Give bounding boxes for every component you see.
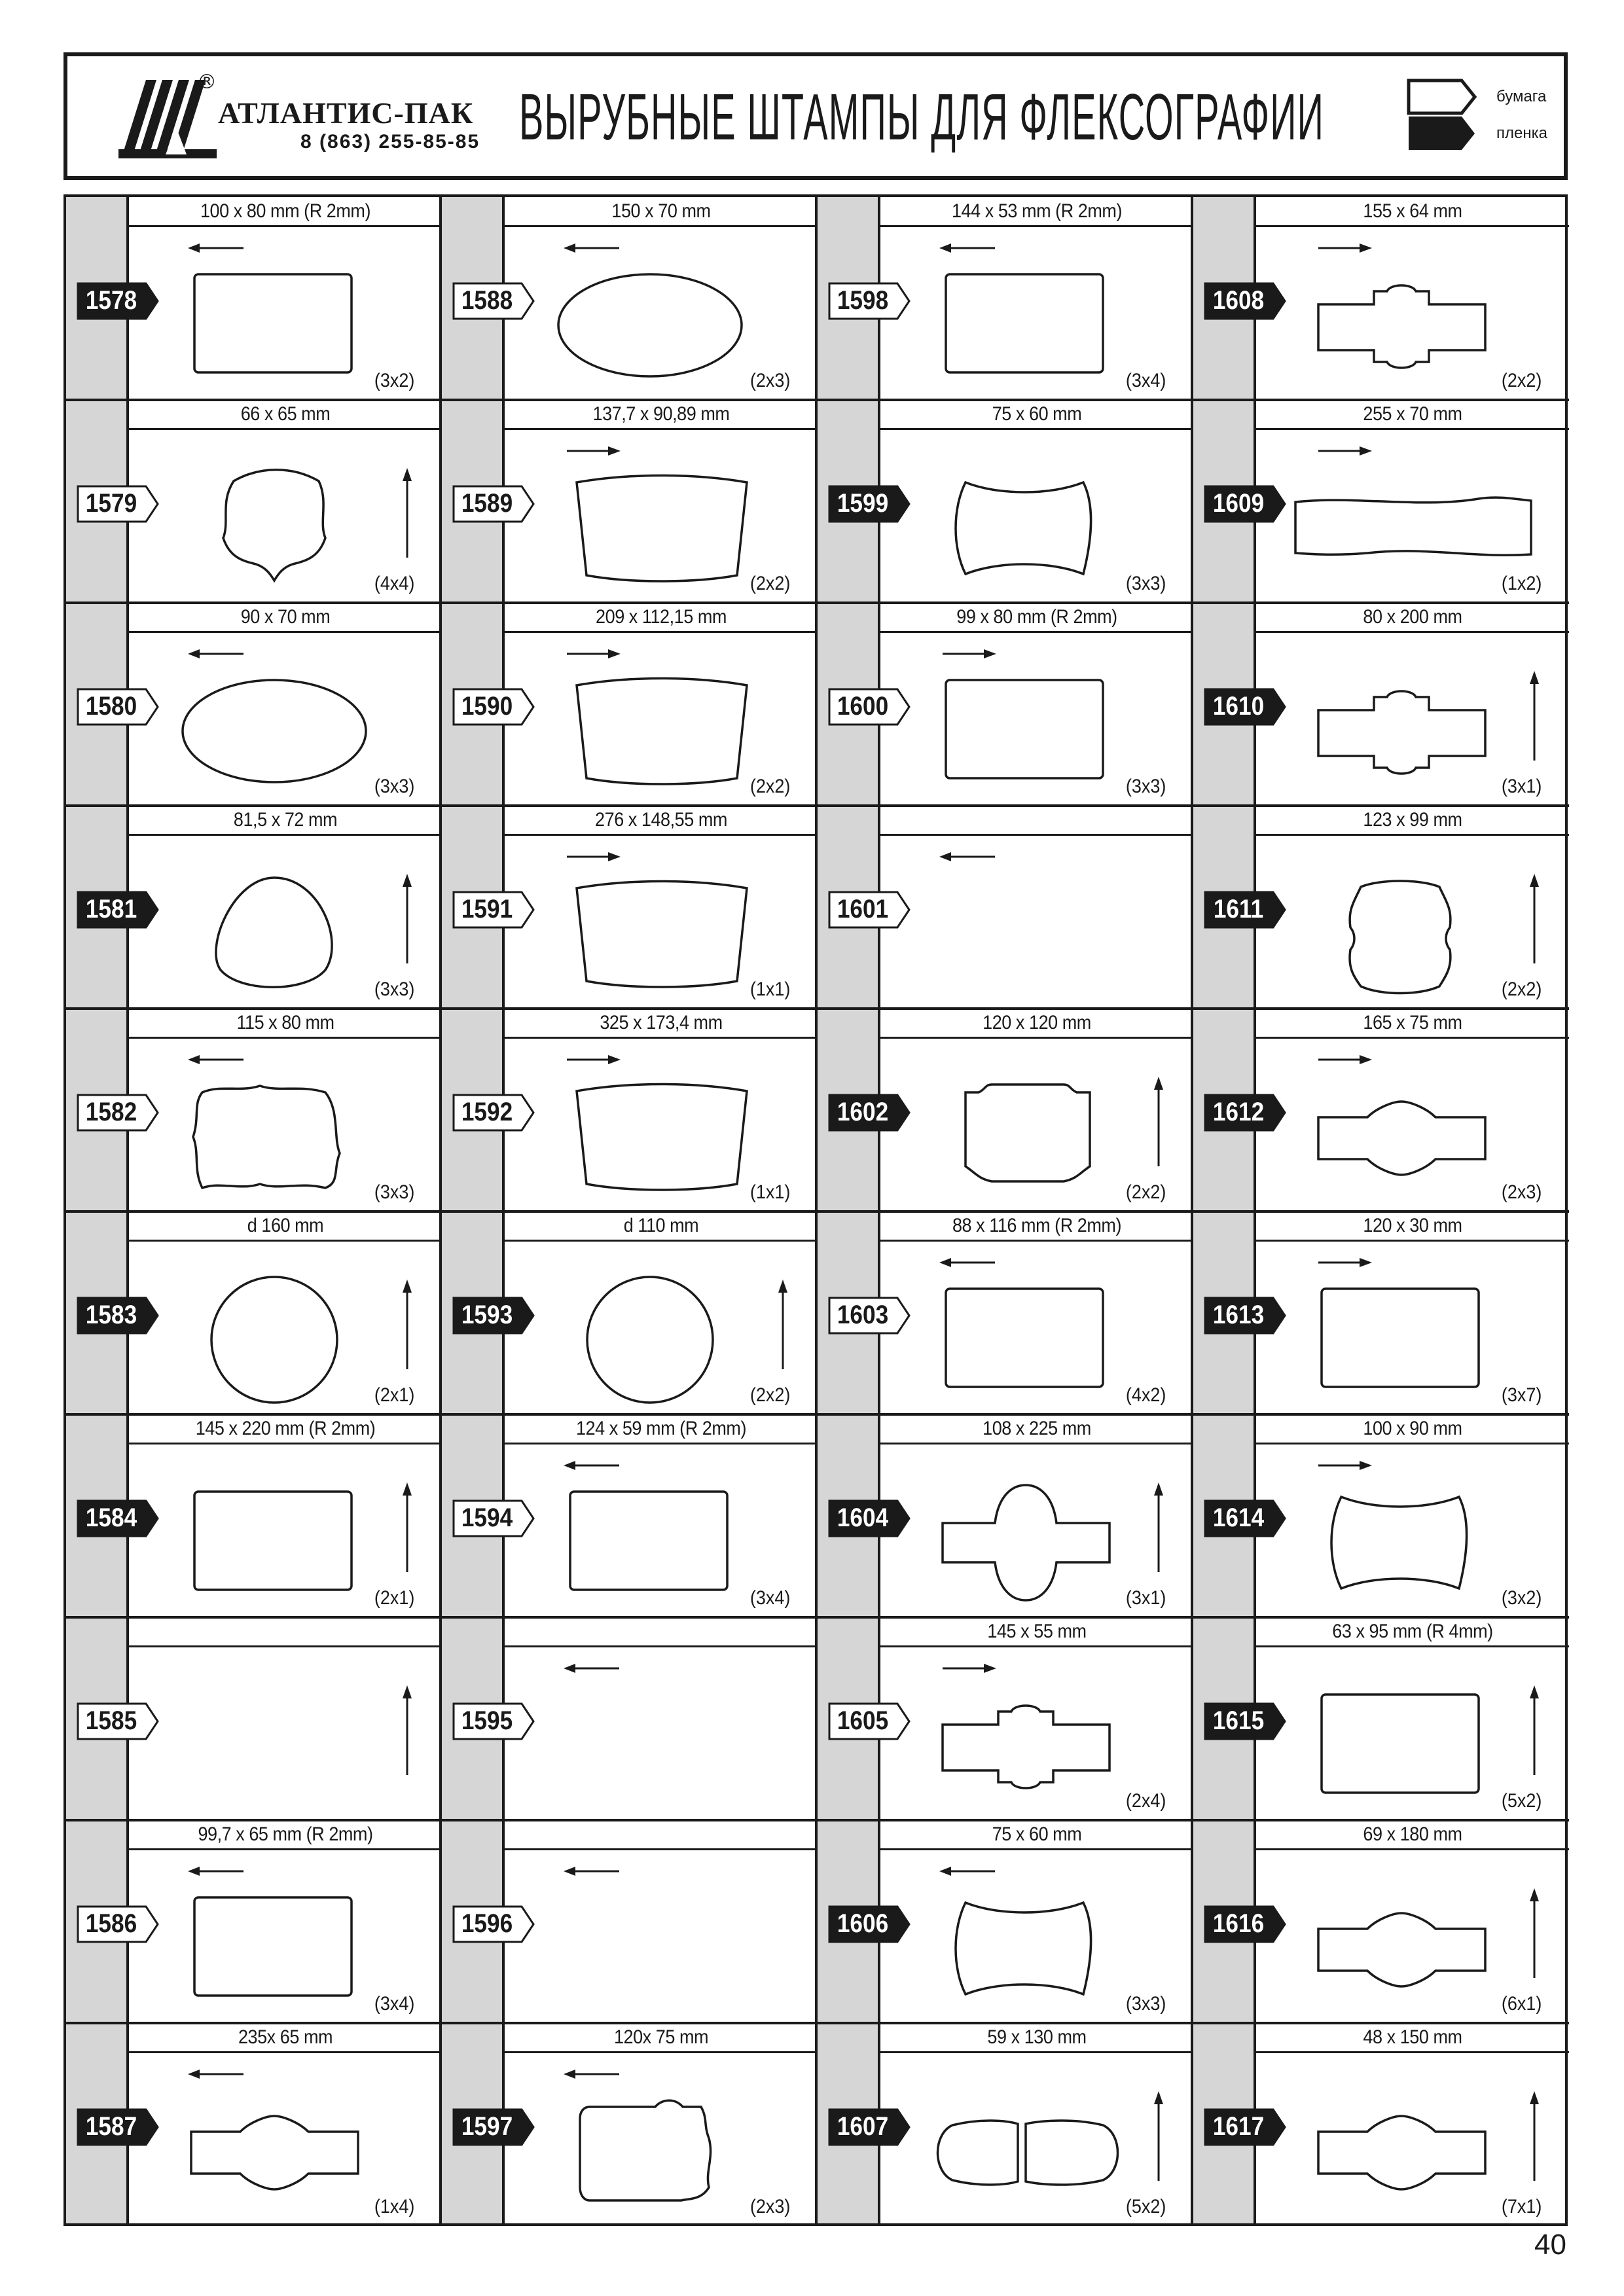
- die-item: [442, 1009, 818, 1211]
- die-item: [66, 1211, 442, 1414]
- dimension-bar: [1256, 400, 1569, 430]
- die-layout-count: (3x3): [374, 978, 414, 1000]
- die-item: [818, 1009, 1193, 1211]
- item-number: 1594: [461, 1503, 513, 1532]
- die-layout-count: (3x4): [749, 1587, 790, 1609]
- die-item: [442, 1617, 818, 1820]
- dimension-bar: [1256, 1414, 1569, 1444]
- die-layout-count: (3x3): [1125, 1993, 1166, 2015]
- die-item: [818, 2023, 1193, 2226]
- item-number: 1616: [1212, 1909, 1265, 1938]
- die-dimensions: 63 x 95 mm (R 4mm): [1332, 1621, 1493, 1642]
- dimension-bar: [1256, 1211, 1569, 1242]
- die-layout-count: (3x3): [1125, 573, 1166, 594]
- die-dimensions: 90 x 70 mm: [240, 606, 331, 628]
- item-number: 1610: [1212, 692, 1265, 721]
- die-item: [66, 1009, 442, 1211]
- dimension-bar: [880, 1009, 1193, 1039]
- die-item: [1193, 603, 1569, 806]
- die-layout-count: (3x3): [1125, 776, 1166, 797]
- die-dimensions: 99,7 x 65 mm (R 2mm): [198, 1823, 373, 1845]
- page-number: 40: [1534, 2229, 1566, 2261]
- die-item: [442, 1820, 818, 2023]
- die-dimensions: 124 x 59 mm (R 2mm): [575, 1418, 746, 1439]
- die-item: [1193, 1009, 1569, 1211]
- dimension-bar: [880, 1820, 1193, 1850]
- die-layout-count: (7x1): [1501, 2196, 1542, 2217]
- company-phone: 8 (863) 255-85-85: [300, 131, 480, 152]
- item-number: 1617: [1212, 2112, 1265, 2141]
- dimension-bar: [129, 1820, 442, 1850]
- die-layout-count: (5x2): [1125, 2196, 1166, 2217]
- item-number: 1582: [85, 1098, 137, 1126]
- legend-film-label: пленка: [1496, 124, 1547, 142]
- dimension-bar: [129, 603, 442, 633]
- die-layout-count: (2x1): [374, 1587, 414, 1609]
- die-layout-count: (1x1): [749, 1181, 790, 1203]
- die-layout-count: (1x2): [1501, 573, 1542, 594]
- die-item: [818, 400, 1193, 603]
- die-dimensions: 108 x 225 mm: [983, 1418, 1091, 1439]
- item-number: 1596: [461, 1909, 513, 1938]
- die-dimensions: 120 x 30 mm: [1363, 1215, 1462, 1236]
- die-item: [818, 1414, 1193, 1617]
- die-item: [442, 806, 818, 1009]
- dimension-bar: [505, 2023, 818, 2053]
- item-number: 1598: [837, 286, 889, 315]
- dimension-bar: [1256, 197, 1569, 227]
- die-item: [66, 1820, 442, 2023]
- dimension-bar: [129, 1414, 442, 1444]
- die-item: [1193, 1617, 1569, 1820]
- dimension-bar: [505, 1414, 818, 1444]
- die-layout-count: (3x4): [374, 1993, 414, 2015]
- item-number: 1612: [1212, 1098, 1265, 1126]
- item-number: 1609: [1212, 489, 1265, 518]
- die-item: [66, 1617, 442, 1820]
- die-item: [66, 2023, 442, 2226]
- die-dimensions: 209 x 112,15 mm: [596, 606, 727, 628]
- die-item: [818, 806, 1193, 1009]
- die-item: [1193, 400, 1569, 603]
- catalog-column: [1193, 197, 1569, 2223]
- dimension-bar: [505, 603, 818, 633]
- dimension-bar: [129, 1009, 442, 1039]
- die-dimensions: 145 x 55 mm: [987, 1621, 1087, 1642]
- die-layout-count: (2x2): [749, 1384, 790, 1406]
- item-number: 1592: [461, 1098, 513, 1126]
- die-layout-count: (4x4): [374, 573, 414, 594]
- dimension-bar: [505, 806, 818, 836]
- item-number: 1590: [461, 692, 513, 721]
- dimension-bar: [880, 806, 1193, 836]
- item-number: 1587: [85, 2112, 137, 2141]
- material-legend-icon: [1407, 79, 1477, 152]
- dimension-bar: [129, 197, 442, 227]
- dimension-bar: [129, 400, 442, 430]
- item-number: 1597: [461, 2112, 513, 2141]
- dimension-bar: [129, 1211, 442, 1242]
- die-layout-count: (1x1): [749, 978, 790, 1000]
- page-header: [63, 52, 1568, 180]
- die-dimensions: 80 x 200 mm: [1363, 606, 1462, 628]
- item-number: 1599: [837, 489, 889, 518]
- item-number: 1593: [461, 1300, 513, 1329]
- die-item: [442, 2023, 818, 2226]
- die-layout-count: (3x2): [1501, 1587, 1542, 1609]
- item-number: 1611: [1213, 895, 1264, 924]
- dimension-bar: [129, 1617, 442, 1647]
- die-item: [442, 1414, 818, 1617]
- item-number: 1579: [85, 489, 137, 518]
- item-number: 1588: [461, 286, 513, 315]
- die-dimensions: d 110 mm: [623, 1215, 699, 1236]
- die-layout-count: (1x4): [374, 2196, 414, 2217]
- die-layout-count: (3x2): [374, 370, 414, 391]
- registered-mark: ®: [197, 71, 217, 94]
- item-number: 1615: [1212, 1706, 1265, 1735]
- item-number: 1603: [837, 1300, 889, 1329]
- die-item: [818, 603, 1193, 806]
- dimension-bar: [505, 1211, 818, 1242]
- dimension-bar: [1256, 1009, 1569, 1039]
- die-item: [1193, 197, 1569, 400]
- dimension-bar: [129, 806, 442, 836]
- die-layout-count: (2x2): [1501, 978, 1542, 1000]
- item-number: 1591: [461, 895, 513, 924]
- die-item: [818, 1820, 1193, 2023]
- dimension-bar: [1256, 1820, 1569, 1850]
- die-item: [1193, 1211, 1569, 1414]
- die-dimensions: 120x 75 mm: [613, 2026, 709, 2048]
- item-number: 1614: [1212, 1503, 1265, 1532]
- die-layout-count: (2x2): [749, 573, 790, 594]
- dimension-bar: [1256, 603, 1569, 633]
- catalog-column: [66, 197, 442, 2223]
- die-item: [1193, 1414, 1569, 1617]
- item-number: 1606: [837, 1909, 889, 1938]
- die-dimensions: 75 x 60 mm: [992, 403, 1082, 425]
- catalog-column: [818, 197, 1193, 2223]
- die-dimensions: 165 x 75 mm: [1363, 1012, 1462, 1033]
- item-number: 1605: [837, 1706, 889, 1735]
- die-dimensions: 88 x 116 mm (R 2mm): [952, 1215, 1121, 1236]
- die-item: [1193, 2023, 1569, 2226]
- die-dimensions: 100 x 90 mm: [1363, 1418, 1462, 1439]
- die-layout-count: (5x2): [1501, 1790, 1542, 1812]
- die-item: [442, 197, 818, 400]
- die-dimensions: 155 x 64 mm: [1363, 200, 1462, 222]
- die-dimensions: 144 x 53 mm (R 2mm): [951, 200, 1122, 222]
- die-layout-count: (2x3): [1501, 1181, 1542, 1203]
- die-layout-count: (3x3): [374, 1181, 414, 1203]
- die-item: [818, 1211, 1193, 1414]
- die-dimensions: 123 x 99 mm: [1363, 809, 1462, 831]
- dimension-bar: [880, 400, 1193, 430]
- item-number: 1595: [461, 1706, 513, 1735]
- die-item: [66, 806, 442, 1009]
- die-layout-count: (3x3): [374, 776, 414, 797]
- dimension-bar: [880, 2023, 1193, 2053]
- die-dimensions: 66 x 65 mm: [240, 403, 331, 425]
- die-item: [66, 197, 442, 400]
- die-item: [66, 1414, 442, 1617]
- die-layout-count: (2x1): [374, 1384, 414, 1406]
- dimension-bar: [880, 1617, 1193, 1647]
- catalog-column: [442, 197, 818, 2223]
- die-layout-count: (2x4): [1125, 1790, 1166, 1812]
- die-dimensions: 59 x 130 mm: [987, 2026, 1087, 2048]
- item-number: 1604: [837, 1503, 889, 1532]
- die-dimensions: 276 x 148,55 mm: [595, 809, 727, 831]
- item-number: 1602: [837, 1098, 889, 1126]
- die-layout-count: (2x3): [749, 2196, 790, 2217]
- die-dimensions: 145 x 220 mm (R 2mm): [195, 1418, 376, 1439]
- item-number: 1600: [837, 692, 889, 721]
- die-layout-count: (6x1): [1501, 1993, 1542, 2015]
- item-number: 1585: [85, 1706, 137, 1735]
- die-item: [818, 1617, 1193, 1820]
- die-item: [1193, 806, 1569, 1009]
- dimension-bar: [880, 1414, 1193, 1444]
- die-layout-count: (2x2): [1125, 1181, 1166, 1203]
- item-number: 1581: [85, 895, 137, 924]
- die-layout-count: (3x4): [1125, 370, 1166, 391]
- dimension-bar: [880, 1211, 1193, 1242]
- item-number: 1607: [837, 2112, 889, 2141]
- legend-paper-label: бумага: [1496, 88, 1547, 105]
- die-layout-count: (3x1): [1125, 1587, 1166, 1609]
- die-dimensions: 150 x 70 mm: [611, 200, 711, 222]
- die-dimensions: 235x 65 mm: [238, 2026, 333, 2048]
- die-dimensions: 69 x 180 mm: [1363, 1823, 1462, 1845]
- die-layout-count: (2x2): [749, 776, 790, 797]
- item-number: 1578: [85, 286, 137, 315]
- die-item: [442, 603, 818, 806]
- die-layout-count: (3x7): [1501, 1384, 1542, 1406]
- die-dimensions: 100 x 80 mm (R 2mm): [200, 200, 370, 222]
- item-number: 1586: [85, 1909, 137, 1938]
- die-shape-none-icon: [505, 1850, 818, 2023]
- item-number: 1601: [837, 895, 889, 924]
- dimension-bar: [1256, 2023, 1569, 2053]
- die-shape-none-icon: [505, 1647, 818, 1820]
- dimension-bar: [505, 197, 818, 227]
- dimension-bar: [505, 1009, 818, 1039]
- item-number: 1580: [85, 692, 137, 721]
- company-name: АТЛАНТИС-ПАК: [218, 96, 474, 130]
- dimension-bar: [1256, 806, 1569, 836]
- die-dimensions: 81,5 x 72 mm: [233, 809, 338, 831]
- item-number: 1583: [85, 1300, 137, 1329]
- die-item: [818, 197, 1193, 400]
- die-layout-count: (2x3): [749, 370, 790, 391]
- dimension-bar: [1256, 1617, 1569, 1647]
- die-dimensions: 75 x 60 mm: [992, 1823, 1082, 1845]
- die-dimensions: 99 x 80 mm (R 2mm): [956, 606, 1117, 628]
- item-number: 1608: [1212, 286, 1265, 315]
- dimension-bar: [505, 1617, 818, 1647]
- die-dimensions: 115 x 80 mm: [236, 1012, 334, 1033]
- die-layout-count: (3x1): [1501, 776, 1542, 797]
- dimension-bar: [880, 603, 1193, 633]
- dimension-bar: [505, 1820, 818, 1850]
- die-dimensions: 120 x 120 mm: [983, 1012, 1091, 1033]
- die-dimensions: 137,7 x 90,89 mm: [592, 403, 730, 425]
- die-item: [66, 603, 442, 806]
- dimension-bar: [880, 197, 1193, 227]
- die-layout-count: (2x2): [1501, 370, 1542, 391]
- die-dimensions: 325 x 173,4 mm: [600, 1012, 723, 1033]
- die-item: [66, 400, 442, 603]
- die-dimensions: d 160 mm: [247, 1215, 324, 1236]
- die-item: [442, 1211, 818, 1414]
- die-shape-none-icon: [129, 1647, 442, 1820]
- page-title: ВЫРУБНЫЕ ШТАМПЫ ДЛЯ ФЛЕКСОГРАФИИ: [519, 81, 1324, 154]
- die-catalog-grid: [63, 194, 1568, 2226]
- die-dimensions: 48 x 150 mm: [1363, 2026, 1462, 2048]
- die-shape-none-icon: [880, 836, 1193, 1009]
- die-item: [442, 400, 818, 603]
- dimension-bar: [505, 400, 818, 430]
- die-dimensions: 255 x 70 mm: [1363, 403, 1462, 425]
- die-layout-count: (4x2): [1125, 1384, 1166, 1406]
- die-item: [1193, 1820, 1569, 2023]
- item-number: 1589: [461, 489, 513, 518]
- item-number: 1584: [85, 1503, 137, 1532]
- dimension-bar: [129, 2023, 442, 2053]
- item-number: 1613: [1212, 1300, 1265, 1329]
